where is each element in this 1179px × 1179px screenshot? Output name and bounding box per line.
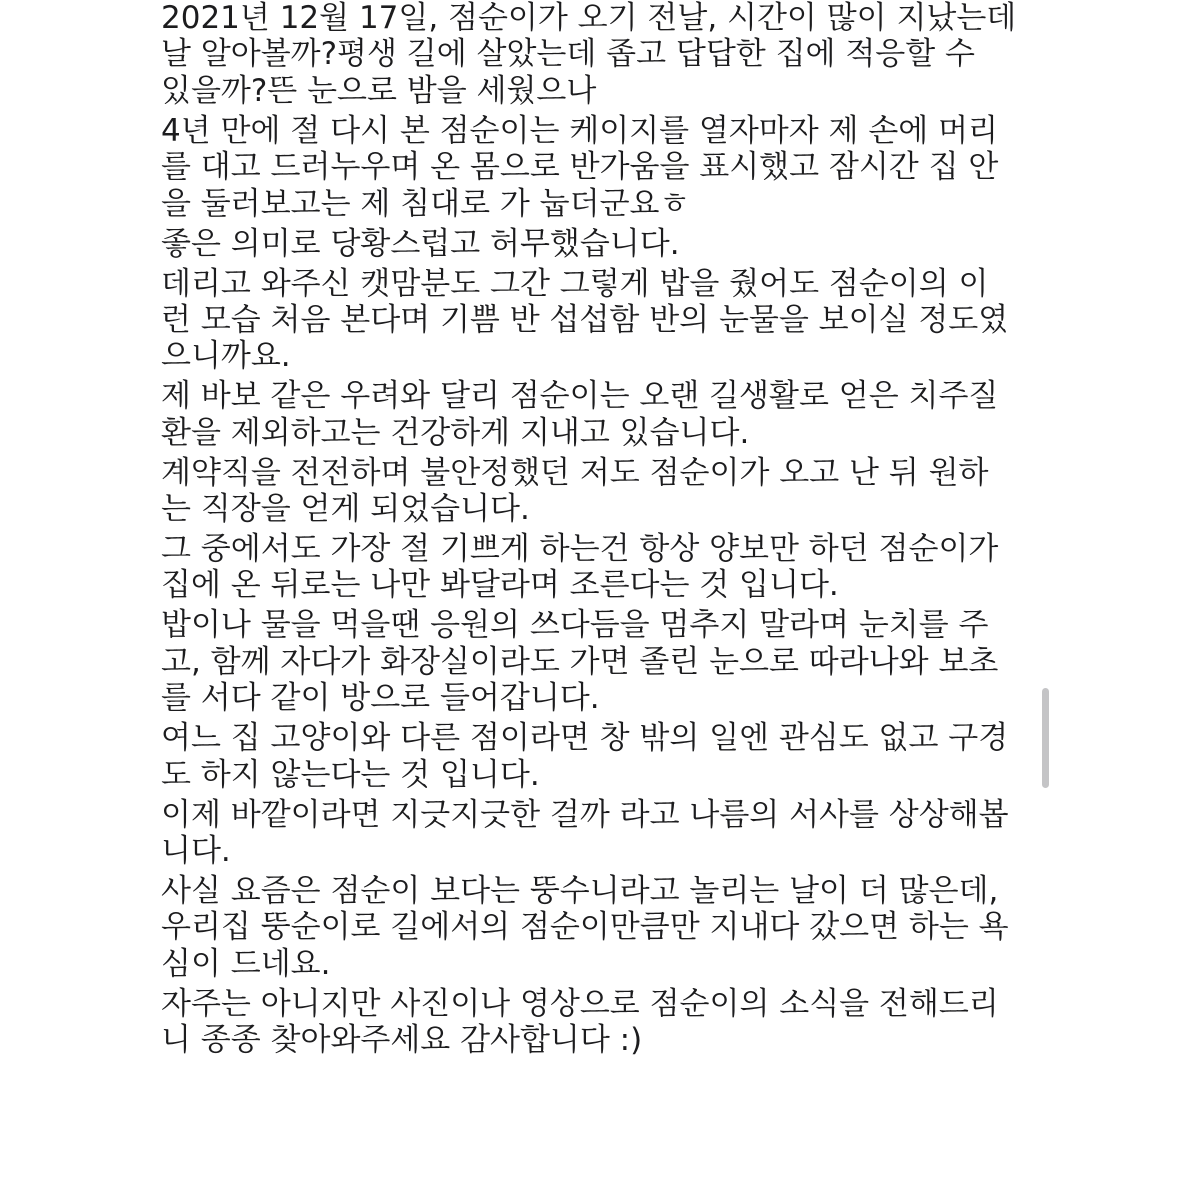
paragraph bbox=[161, 226, 1041, 262]
text-line: 계약직을 전전하며 불안정했던 저도 점순이가 오고 난 뒤 원하 bbox=[161, 454, 989, 491]
text-line: 심이 드네요. bbox=[161, 945, 331, 982]
text-line: 그 중에서도 가장 절 기쁘게 하는건 항상 양보만 하던 점순이가 bbox=[161, 531, 999, 568]
text-line: 4년 만에 절 다시 본 점순이는 케이지를 열자마자 제 손에 머리 bbox=[161, 112, 998, 149]
text-line: 좋은 의미로 당황스럽고 허무했습니다. bbox=[161, 225, 680, 262]
text-line: 런 모습 처음 본다며 기쁨 반 섭섭함 반의 눈물을 보이실 정도였 bbox=[161, 301, 1009, 338]
text-line: 환을 제외하고는 건강하게 지내고 있습니다. bbox=[161, 414, 750, 451]
text-line: 를 서다 같이 방으로 들어갑니다. bbox=[161, 680, 600, 717]
text-line: 제 바보 같은 우려와 달리 점순이는 오랜 길생활로 얻은 치주질 bbox=[161, 378, 999, 415]
paragraph bbox=[161, 607, 1041, 716]
text-line: 고, 함께 자다가 화장실이라도 가면 졸린 눈으로 따라나와 보초 bbox=[161, 643, 999, 680]
paragraph bbox=[161, 873, 1041, 982]
text-line: 사실 요즘은 점순이 보다는 뚱수니라고 놀리는 날이 더 많은데, bbox=[161, 872, 999, 909]
paragraph bbox=[161, 113, 1041, 222]
text-line: 니 종종 찾아와주세요 감사합니다 :) bbox=[161, 1022, 643, 1059]
paragraph bbox=[161, 378, 1041, 451]
text-line: 는 직장을 얻게 되었습니다. bbox=[161, 491, 530, 528]
paragraph bbox=[161, 0, 1041, 109]
text-line: 집에 온 뒤로는 나만 봐달라며 조른다는 것 입니다. bbox=[161, 567, 839, 604]
text-line: 밥이나 물을 먹을땐 응원의 쓰다듬을 멈추지 말라며 눈치를 주 bbox=[161, 607, 989, 644]
paragraph bbox=[161, 531, 1041, 604]
paragraph bbox=[161, 797, 1041, 870]
text-line: 있을까?뜬 눈으로 밤을 세웠으나 bbox=[161, 72, 597, 109]
text-line: 여느 집 고양이와 다른 점이라면 창 밖의 일엔 관심도 없고 구경 bbox=[161, 720, 1009, 757]
text-line: 으니까요. bbox=[161, 338, 291, 375]
paragraph bbox=[161, 720, 1041, 793]
note-body[interactable] bbox=[161, 0, 1041, 1058]
text-line: 를 대고 드러누우며 온 몸으로 반가움을 표시했고 잠시간 집 안 bbox=[161, 149, 999, 186]
vertical-scrollbar[interactable] bbox=[1042, 688, 1049, 788]
text-line: 자주는 아니지만 사진이나 영상으로 점순이의 소식을 전해드리 bbox=[161, 985, 999, 1022]
text-line: 2021년 12월 17일, 점순이가 오기 전날, 시간이 많이 지났는데 bbox=[161, 0, 1017, 36]
text-line: 도 하지 않는다는 것 입니다. bbox=[161, 756, 540, 793]
text-line: 데리고 와주신 캣맘분도 그간 그렇게 밥을 줬어도 점순이의 이 bbox=[161, 265, 989, 302]
text-line: 을 둘러보고는 제 침대로 가 눕더군요ㅎ bbox=[161, 185, 690, 222]
paragraph bbox=[161, 455, 1041, 528]
paragraph bbox=[161, 986, 1041, 1059]
text-line: 이제 바깥이라면 지긋지긋한 걸까 라고 나름의 서사를 상상해봅 bbox=[161, 796, 1009, 833]
text-line: 니다. bbox=[161, 832, 231, 869]
text-line: 날 알아볼까?평생 길에 살았는데 좁고 답답한 집에 적응할 수 bbox=[161, 36, 975, 73]
paragraph bbox=[161, 266, 1041, 375]
text-line: 우리집 뚱순이로 길에서의 점순이만큼만 지내다 갔으면 하는 욕 bbox=[161, 909, 1009, 946]
